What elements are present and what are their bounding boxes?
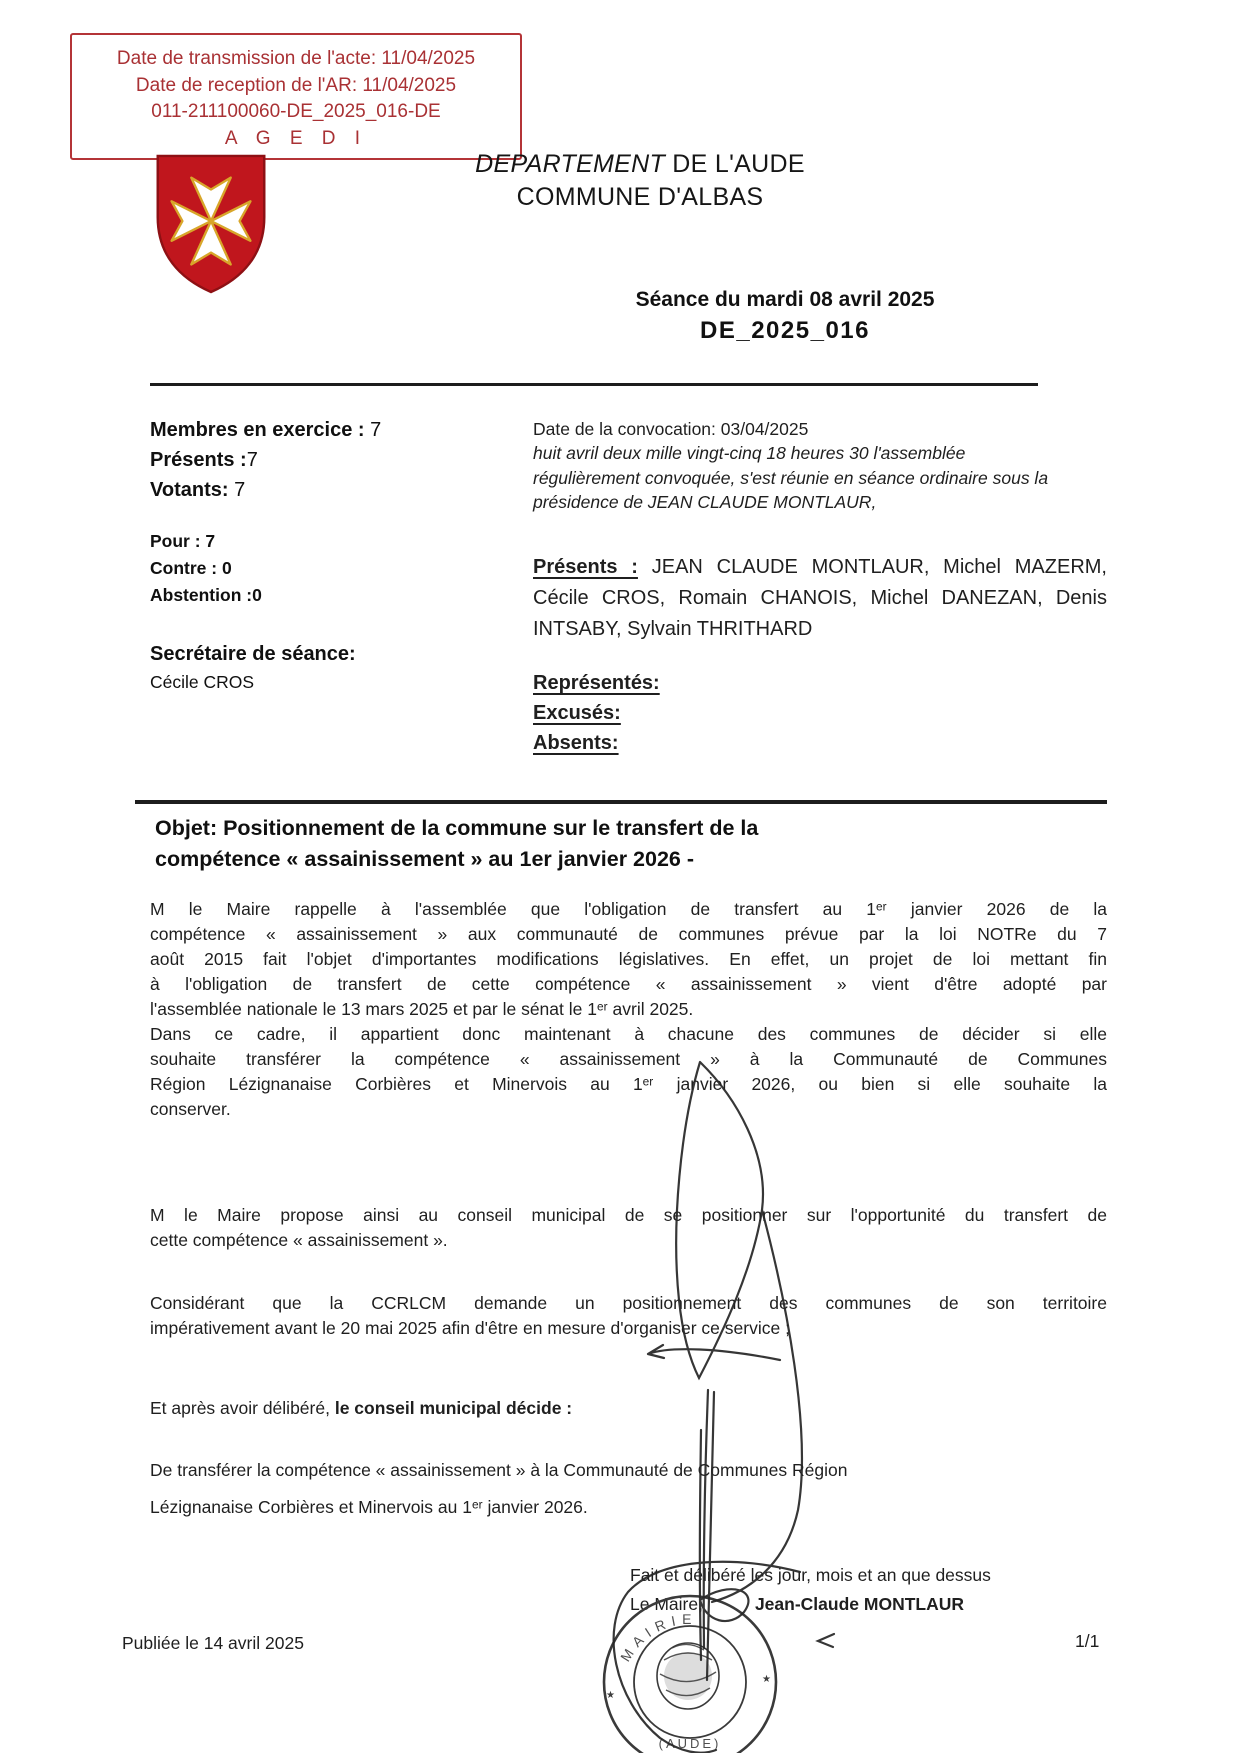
- voters-label: Votants:: [150, 479, 229, 501]
- transmission-date: Date de transmission de l'acte: 11/04/2025: [116, 48, 476, 69]
- deliberation-number: DE_2025_016: [700, 317, 870, 344]
- stamp-arc-text: [617, 1611, 697, 1664]
- paragraph-proposal: [150, 1203, 1107, 1253]
- body-line: Lézignanaise Corbières et Minervois au 1ᵉʳ janvier 2026.: [150, 1497, 588, 1517]
- present-members: [533, 552, 1107, 645]
- reception-date: Date de reception de l'AR: 11/04/2025: [135, 74, 457, 96]
- attendance-panel: [150, 415, 490, 696]
- closing-formula: Fait et délibéré les jour, mois et an que dessus: [630, 1565, 991, 1585]
- body-line: août 2015 fait l'objet d'importantes modifications législatives. En effet, un projet de loi mettant fin: [150, 949, 1107, 969]
- body-line: l'assemblée nationale le 13 mars 2025 et par le sénat le 1ᵉʳ avril 2025.: [150, 999, 694, 1019]
- commune-title: COMMUNE D'ALBAS: [516, 183, 764, 211]
- convocation-line: présidence de JEAN CLAUDE MONTLAUR,: [533, 492, 877, 513]
- publication-date: Publiée le 14 avril 2025: [122, 1633, 304, 1653]
- department-name: DEPARTEMENT: [475, 150, 666, 178]
- body-line: M le Maire rappelle à l'assemblée que l'obligation de transfert au 1ᵉʳ janvier 2026 de la: [150, 899, 1107, 919]
- convocation-line: huit avril deux mille vingt-cinq 18 heures 30 l'assemblée: [533, 443, 966, 463]
- convocation-line: régulièrement convoquée, s'est réunie en séance ordinaire sous la: [533, 467, 1049, 488]
- department-title: [400, 148, 880, 181]
- voters-count: [150, 475, 490, 505]
- mayor-name: Jean-Claude MONTLAUR: [754, 1594, 964, 1614]
- mairie-round-stamp-icon: [604, 1596, 776, 1753]
- decision-intro-bold: le conseil municipal décide :: [334, 1398, 573, 1418]
- session-block: [485, 288, 1085, 345]
- commune-coat-of-arms-icon: [150, 152, 272, 295]
- document-header: [400, 148, 880, 214]
- secretary-name: Cécile CROS: [150, 672, 255, 692]
- signature-bottom-loop: [614, 1562, 800, 1753]
- object-heading-line: compétence « assainissement » au 1er janvier 2026 -: [155, 847, 694, 871]
- stamp-department-text: (AUDE): [658, 1736, 722, 1751]
- attendance-counts: [150, 415, 490, 505]
- votes-abstention: Abstention :0: [150, 585, 262, 605]
- body-line: Considérant que la CCRLCM demande un positionnement des communes de son territoire: [150, 1293, 1107, 1313]
- body-line: Dans ce cadre, il appartient donc maintenant à chacune des communes de décider si elle: [150, 1024, 1107, 1044]
- decision-intro-regular: Et après avoir délibéré,: [150, 1398, 335, 1418]
- convocation-text: [533, 441, 1107, 515]
- signature-small-arrow: [818, 1634, 834, 1647]
- excused-label: Excusés:: [533, 701, 621, 724]
- page-number: 1/1: [1075, 1631, 1100, 1651]
- vote-results: [150, 528, 490, 609]
- members-value: 7: [364, 419, 382, 441]
- body-line: De transférer la compétence « assainissement » à la Communauté de Communes Région: [150, 1460, 848, 1480]
- paragraph-decision: [150, 1452, 1107, 1526]
- present-label: Présents :: [150, 449, 247, 471]
- represented-label: Représentés:: [533, 671, 660, 694]
- paragraph-decision-intro: [150, 1396, 1107, 1421]
- present-members-label: Présents :: [533, 555, 638, 578]
- horizontal-rule-top: [150, 383, 1038, 386]
- session-date: Séance du mardi 08 avril 2025: [635, 288, 935, 311]
- stamp-town-text: MAIRIE: [617, 1610, 698, 1665]
- body-line: impérativement avant le 20 mai 2025 afin d'être en mesure d'organiser ce service ;: [150, 1318, 790, 1338]
- members-count: [150, 415, 490, 445]
- convocation-panel: [533, 418, 1107, 758]
- absence-status-list: [533, 668, 1107, 758]
- signature-hook-stroke: [648, 1345, 780, 1360]
- act-reference: 011-211100060-DE_2025_016-DE: [151, 101, 441, 122]
- body-line: compétence « assainissement » aux communauté de communes prévue par la loi NOTRe du 7: [150, 924, 1107, 944]
- present-count: [150, 445, 490, 475]
- body-line: cette compétence « assainissement ».: [150, 1230, 448, 1250]
- department-suffix: DE L'AUDE: [665, 150, 805, 178]
- voters-value: 7: [228, 479, 246, 501]
- present-members-names: JEAN CLAUDE MONTLAUR, Michel MAZERM, Cécile CROS, Romain CHANOIS, Michel DANEZAN, Denis INTSABY, Sylvain THRITHARD: [533, 555, 1107, 640]
- body-line: conserver.: [150, 1099, 231, 1119]
- signature-vertical-strokes: [700, 1390, 714, 1680]
- body-line: Région Lézignanaise Corbières et Minervois au 1ᵉʳ janvier 2026, ou bien si elle souhaite la: [150, 1074, 1107, 1094]
- stamp-star-left: ★: [606, 1690, 615, 1701]
- object-heading-line: Objet: Positionnement de la commune sur le transfert de la: [155, 816, 759, 840]
- transmission-stamp: [70, 33, 522, 160]
- absent-label: Absents:: [533, 731, 619, 754]
- members-label: Membres en exercice :: [150, 419, 365, 441]
- object-heading: [155, 813, 1105, 875]
- body-line: à l'obligation de transfert de cette compétence « assainissement » vient d'être adopté par: [150, 974, 1107, 994]
- mayor-signature-line: [630, 1594, 964, 1615]
- horizontal-rule-object: [135, 800, 1107, 804]
- votes-against: Contre : 0: [150, 558, 232, 578]
- paragraph-context: [150, 897, 1107, 1122]
- present-value: 7: [246, 449, 258, 471]
- body-line: souhaite transférer la compétence « assainissement » à la Communauté de Communes: [150, 1049, 1107, 1069]
- paragraph-considering: [150, 1291, 1107, 1341]
- secretary-label: Secrétaire de séance:: [150, 643, 356, 665]
- body-line: M le Maire propose ainsi au conseil municipal de se positionner sur l'opportunité du transfert de: [150, 1205, 1107, 1225]
- agedi-label: A G E D I: [224, 127, 368, 149]
- convocation-date: Date de la convocation: 03/04/2025: [533, 419, 809, 439]
- mayor-title: Le Maire,: [630, 1594, 703, 1614]
- votes-for: Pour : 7: [150, 531, 216, 551]
- stamp-star-right: ★: [762, 1674, 771, 1685]
